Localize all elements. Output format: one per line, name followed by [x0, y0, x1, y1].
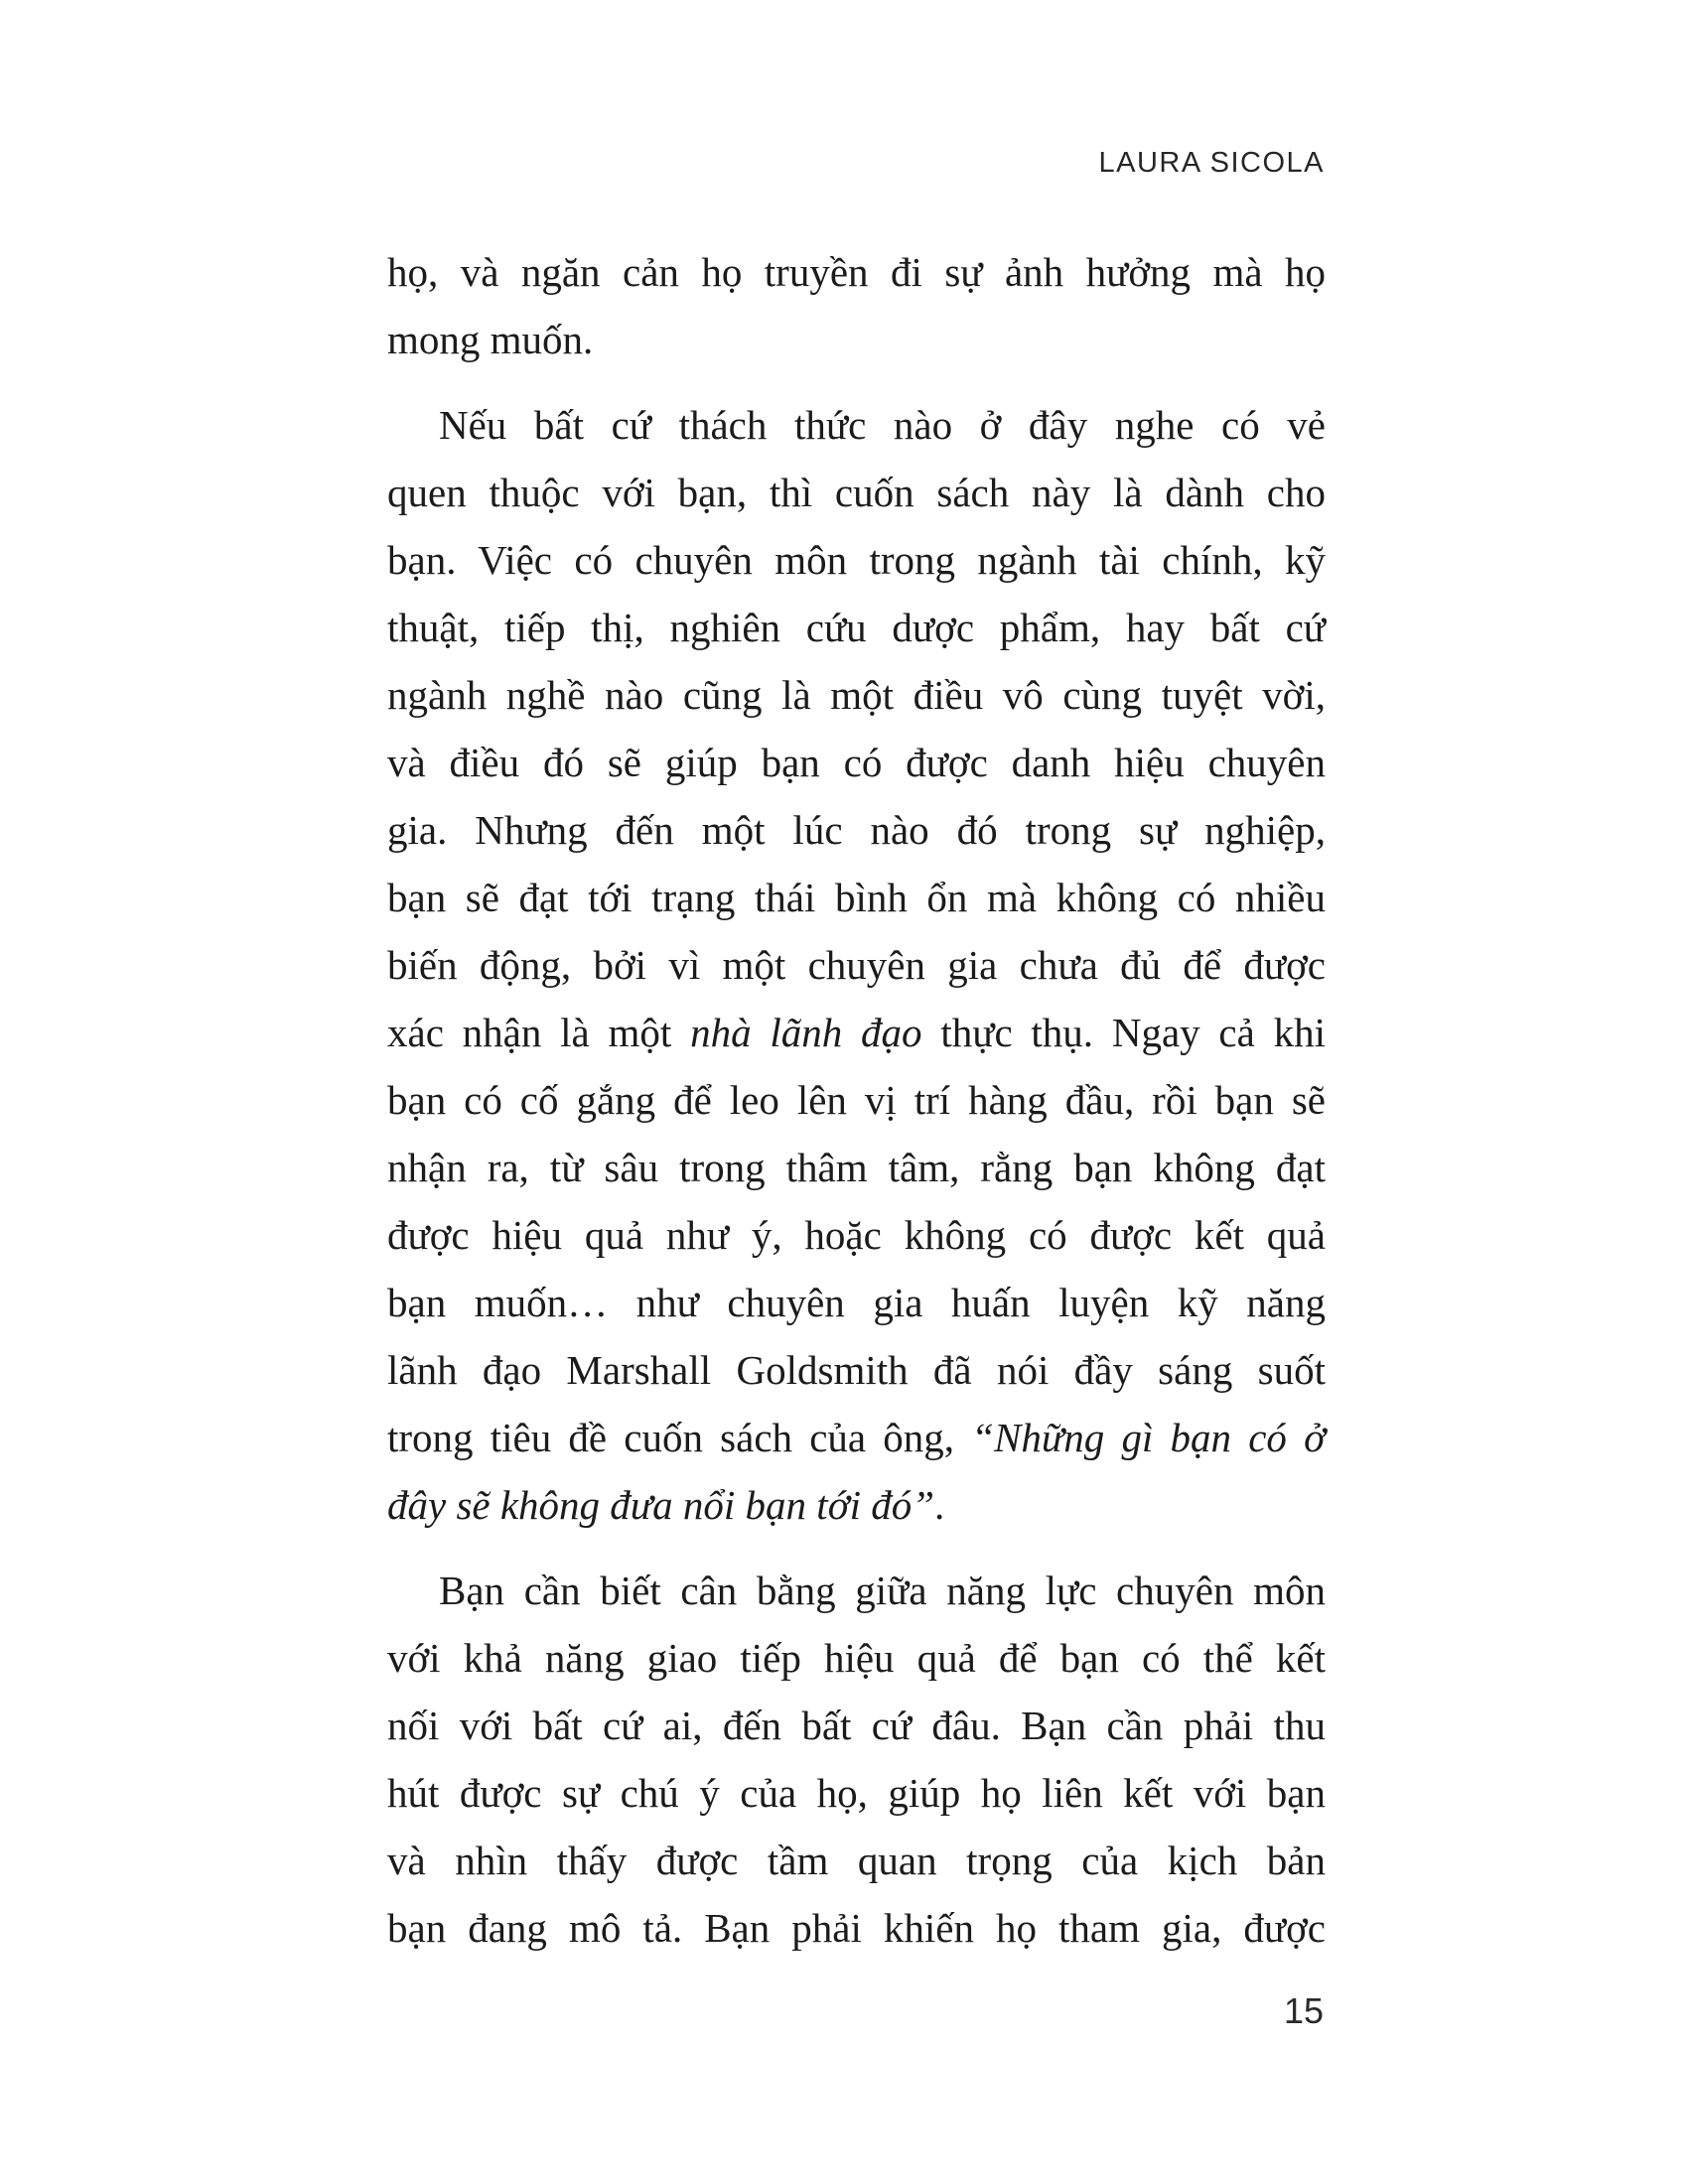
text-line: bạn đang mô tả. Bạn phải khiến họ tham gia, được [387, 1905, 1326, 1951]
italic-text: nhà lãnh đạo [690, 1010, 922, 1055]
text-line: được hiệu quả như ý, hoặc không có được kết quả [387, 1212, 1326, 1258]
text-line: ngành nghề nào cũng là một điều vô cùng tuyệt vời, [387, 672, 1326, 718]
paragraph [387, 391, 1326, 1539]
paragraph [387, 1557, 1326, 1962]
text-line: Nếu bất cứ thách thức nào ở đây nghe có vẻ [439, 402, 1326, 448]
text-line: quen thuộc với bạn, thì cuốn sách này là dành cho [387, 470, 1326, 515]
text-line: nhận ra, từ sâu trong thâm tâm, rằng bạn không đạt [387, 1145, 1326, 1190]
text-line: đây sẽ không đưa nổi bạn tới đó”. [387, 1482, 945, 1528]
text-line: và điều đó sẽ giúp bạn có được danh hiệu chuyên [387, 740, 1326, 785]
text-line: bạn có cố gắng để leo lên vị trí hàng đầu, rồi bạn sẽ [387, 1077, 1326, 1123]
text-line: bạn. Việc có chuyên môn trong ngành tài chính, kỹ [387, 537, 1326, 583]
text-line: lãnh đạo Marshall Goldsmith đã nói đầy sáng suốt [387, 1347, 1326, 1393]
body-text [387, 238, 1326, 1962]
text-line: biến động, bởi vì một chuyên gia chưa đủ để được [387, 942, 1326, 988]
paragraph [387, 238, 1326, 373]
text-line: nối với bất cứ ai, đến bất cứ đâu. Bạn cần phải thu [387, 1703, 1326, 1748]
text-line: thuật, tiếp thị, nghiên cứu dược phẩm, hay bất cứ [387, 605, 1326, 650]
page-number: 15 [1283, 1990, 1324, 2031]
text-line: gia. Nhưng đến một lúc nào đó trong sự nghiệp, [387, 807, 1326, 853]
text-line: Bạn cần biết cân bằng giữa năng lực chuyên môn [439, 1568, 1326, 1613]
text-line: họ, và ngăn cản họ truyền đi sự ảnh hưởng mà họ [387, 249, 1326, 295]
text-line: hút được sự chú ý của họ, giúp họ liên kết với bạn [387, 1770, 1326, 1816]
text-line: và nhìn thấy được tầm quan trọng của kịch bản [387, 1838, 1326, 1883]
text-line: mong muốn. [387, 317, 594, 362]
text-line: trong tiêu đề cuốn sách của ông, “Những gì bạn có ở [387, 1415, 1326, 1460]
text-line: bạn sẽ đạt tới trạng thái bình ổn mà không có nhiều [387, 875, 1326, 920]
text-line: với khả năng giao tiếp hiệu quả để bạn có thể kết [387, 1635, 1326, 1681]
text-line: bạn muốn… như chuyên gia huấn luyện kỹ năng [387, 1280, 1326, 1325]
running-header: LAURA SICOLA [1098, 147, 1325, 179]
italic-text: “Những gì bạn có ở [971, 1415, 1326, 1460]
italic-text: đây sẽ không đưa nổi bạn tới đó” [387, 1482, 935, 1528]
text-line: xác nhận là một nhà lãnh đạo thực thụ. Ngay cả khi [387, 1010, 1326, 1055]
